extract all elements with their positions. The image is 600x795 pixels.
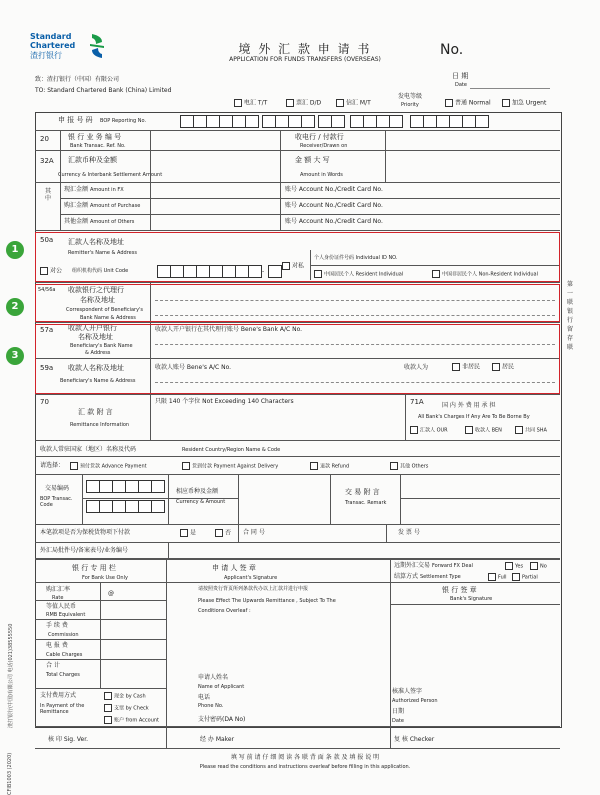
country-label-cn: 收款人常驻国家（地区）名称及代码: [40, 446, 137, 453]
copy-label: 第一联 银行留存联: [567, 281, 574, 351]
other-account-label: 账号 Account No./Credit Card No.: [285, 218, 383, 225]
correspondent-label-en2: Bank Name & Address: [80, 315, 136, 321]
settle-partial-checkbox[interactable]: [512, 573, 520, 581]
row20-code: 20: [40, 135, 49, 143]
receiver-label-en: Receiver/Drawn on: [300, 143, 348, 149]
country-label-en: Resident Country/Region Name & Code: [182, 447, 281, 453]
maker-label: 经 办 Maker: [200, 736, 235, 743]
currency-amount-label-cn: 相应币种及金额: [176, 488, 219, 495]
refund-option[interactable]: 退款 Refund: [310, 462, 349, 470]
bop-label-cn: 申 报 号 码: [58, 116, 93, 124]
resident-option[interactable]: 居民: [492, 363, 514, 371]
individual-option[interactable]: 对私: [282, 262, 304, 270]
row32-code: 32A: [40, 157, 54, 165]
highlight-correspondent: [35, 284, 560, 322]
bonded-no[interactable]: 否: [215, 529, 231, 537]
settle-partial[interactable]: Partial: [512, 573, 538, 581]
bank-use-label-cn: 银 行 专 用 栏: [72, 564, 116, 572]
auth-date-label-en: Date: [392, 718, 404, 724]
side-form-code: CFIB1003 (2020): [7, 752, 13, 795]
bene-bank-label-cn2: 名称及地址: [78, 333, 113, 341]
amount-words-en: Amount in Words: [300, 172, 343, 178]
remit-limit-label: 只限 140 个字位 Not Exceeding 140 Characters: [155, 398, 294, 405]
rate-label-cn: 购汇汇率: [46, 586, 71, 593]
charge-sha[interactable]: 共同 SHA: [515, 426, 547, 434]
checker-label: 复 核 Checker: [394, 736, 435, 743]
settle-full[interactable]: Full: [488, 573, 507, 581]
correspondent-label-en: Correspondent of Beneficiary's: [66, 307, 144, 313]
charge-our-checkbox[interactable]: [410, 426, 418, 434]
corporate-option[interactable]: 对公: [40, 267, 62, 275]
forward-no[interactable]: No: [530, 562, 547, 570]
remit-code: 70: [40, 398, 49, 406]
row32-label-cn: 汇款币种及金额: [68, 156, 117, 164]
transac-code-label-cn: 交易编码: [45, 485, 70, 492]
charge-our[interactable]: 汇款人 OUR: [410, 426, 448, 434]
highlight-remitter: [35, 232, 560, 282]
bank-sig-label-en: Bank's Signature: [450, 596, 493, 602]
contract-label: 合 同 号: [243, 529, 265, 536]
row20-label-cn: 银 行 业 务 编 号: [68, 133, 122, 141]
section3-code57: 57a: [40, 326, 54, 334]
section3-code59: 59a: [40, 364, 54, 372]
rmb-label-en: RMB Equivalent: [46, 612, 86, 618]
correspondent-label-cn: 收款银行之代理行: [68, 286, 124, 294]
step-badge-3: 3: [6, 347, 24, 365]
auth-person-label-en: Authorized Person: [392, 698, 438, 704]
section2-code: 54/56a: [38, 287, 56, 293]
brand-name-1: Standard: [30, 32, 72, 41]
forward-yes-checkbox[interactable]: [505, 562, 513, 570]
charge-ben-checkbox[interactable]: [465, 426, 473, 434]
section1-code: 50a: [40, 236, 54, 244]
total-label-cn: 合 计: [46, 662, 60, 669]
charges-label-en: All Bank's Charges If Any Are To Be Borne By: [418, 414, 530, 420]
correspondent-label-cn2: 名称及地址: [80, 296, 115, 304]
breakdown-side-label: 其中: [45, 188, 52, 202]
form-number-label: No.: [440, 42, 464, 58]
forward-no-checkbox[interactable]: [530, 562, 538, 570]
step-badge-2: 2: [6, 298, 24, 316]
fx-account-label: 账号 Account No./Credit Card No.: [285, 186, 383, 193]
applicant-name-label-en: Name of Applicant: [198, 684, 245, 690]
sig-verify-label: 核 印 Sig. Ver.: [48, 736, 89, 743]
priority-label-cn: 发电等级: [398, 93, 423, 100]
pay-check[interactable]: 支票 by Check: [104, 704, 149, 712]
individual-id-label: 个人身份证件号码 Individual ID NO.: [314, 255, 398, 261]
phone-label-cn: 电话: [198, 694, 211, 701]
method-tt-checkbox[interactable]: [234, 99, 242, 107]
applicant-sig-label-cn: 申 请 人 签 章: [212, 564, 256, 572]
auth-person-label-cn: 核准人签字: [392, 688, 423, 695]
method-dd-checkbox[interactable]: [286, 99, 294, 107]
commission-label-cn: 手 续 费: [46, 622, 68, 629]
other-amount-label: 其他金额 Amount of Others: [64, 218, 135, 225]
date-label-cn: 日 期: [452, 72, 469, 80]
remit-label-en: Remittance Information: [70, 422, 130, 428]
bene-bank-label-cn: 收款人开户银行: [68, 324, 117, 332]
priority-normal[interactable]: 普通 Normal: [445, 99, 491, 107]
amount-words-cn: 金 额 大 写: [295, 156, 330, 164]
pay-method-label-cn: 支付费用方式: [40, 692, 77, 699]
bop-label-en: BOP Reporting No.: [100, 118, 147, 124]
beneficiary-type-label: 收款人为: [404, 364, 429, 371]
form-title-en: APPLICATION FOR FUNDS TRANSFERS (OVERSEAS): [229, 56, 381, 63]
total-label-en: Total Charges: [46, 672, 80, 678]
select-label: 请选择：: [40, 462, 65, 469]
form-title: 境 外 汇 款 申 请 书: [238, 42, 372, 56]
priority-urgent-checkbox[interactable]: [502, 99, 510, 107]
method-dd[interactable]: 票汇 D/D: [286, 99, 321, 107]
commission-label-en: Commission: [48, 632, 79, 638]
remitter-label-en: Remitter's Name & Address: [68, 250, 137, 256]
applicant-name-label-cn: 申请人姓名: [198, 674, 229, 681]
currency-amount-label-en: Currency & Amount: [176, 499, 226, 505]
forward-yes[interactable]: Yes: [505, 562, 523, 570]
against-option[interactable]: 货到付款 Payment Against Delivery: [182, 462, 278, 470]
non-resident-option[interactable]: 非居民: [452, 363, 480, 371]
settle-label: 结算方式 Settlement Type: [394, 573, 461, 580]
method-mt-checkbox[interactable]: [336, 99, 344, 107]
date-label-en: Date: [455, 82, 467, 88]
against-checkbox[interactable]: [182, 462, 190, 470]
transac-code-label-en: BOP Transac. Code: [40, 496, 73, 508]
charge-ben[interactable]: 收款人 BEN: [465, 426, 502, 434]
unit-code-label: 组织机构代码 Unit Code: [72, 268, 129, 274]
bene-bank-account-label: 收款人开户银行在其代理行账号 Bene's Bank A/C No.: [155, 326, 303, 333]
bene-bank-label-en: Beneficiary's Bank Name: [70, 343, 133, 349]
cable-label-cn: 电 报 费: [46, 642, 68, 649]
charges-code: 71A: [410, 398, 424, 406]
pay-cash-checkbox[interactable]: [104, 692, 112, 700]
pay-account[interactable]: 账户 from Account: [104, 716, 159, 724]
beneficiary-label-cn: 收款人名称及地址: [68, 364, 124, 372]
payment-password-label: 支付密码(DA No): [198, 716, 246, 723]
advance-checkbox[interactable]: [70, 462, 78, 470]
brand-name-2: Chartered: [30, 41, 76, 50]
charges-label-cn: 国 内 外 费 用 承 担: [442, 402, 496, 409]
others-checkbox[interactable]: [390, 462, 398, 470]
beneficiary-label-en: Beneficiary's Name & Address: [60, 378, 136, 384]
purchase-account-label: 账号 Account No./Credit Card No.: [285, 202, 383, 209]
method-tt[interactable]: 电汇 T/T: [234, 99, 267, 107]
refund-checkbox[interactable]: [310, 462, 318, 470]
application-form: Standard Chartered 渣打银行 境 外 汇 款 申 请 书 APPLICATION FOR FUNDS TRANSFERS (OVERSEAS) No. 日 期 Date 致：渣打银行（中国）有限公司 TO: Standard Chartered Bank (China) Limited 电汇 T/T 票汇 D/D 信汇 M/T 发电等级 Priority 普通 Normal 加急 Urgent 申 报 号 码 BOP Reporting No. 20 银 行 业 务 编 号 Bank Transac. Ref. No. 收电行 / 付款行 Receiver/Drawn on 32A 汇款币种及金额 Currency & Interbank Settlement Amount 金 额 大 写 Amount in Words 其中 现汇金额 Amount in FX 购汇金额 Amount of Purchase 其他金额 Amount of Others 账号 Account No./Credit Card No. 账号 Account No./Credit Card No. 账号 Account No./Credit Card No. 50a 汇款人名称及地址 Remitter's Name & Address 对公 组织机构代码 Unit Code - 对私 个人身份证件号码 Individual ID NO. 中国居民个人 Resident Individual 中国非居民个人 Non-Resident Individual 54/56a 收款银行之代理行 名称及地址 Correspondent of Beneficiary's Bank Name & Address 57a 收款人开户银行 名称及地址 Beneficiary's Bank Name & Address 收款人开户银行在其代理行账号 Bene's Bank A/C No. 59a 收款人名称及地址 Beneficiary's Name & Address 收款人账号 Bene's A/C No. 收款人为 非居民 居民 第一联 银行留存联 70 汇 款 附 言 Remittance Information 只限 140 个字位 Not Exceeding 140 Characters 71A 国 内 外 费 用 承 担 All Bank's Charges If Any Are To Be Borne By 汇款人 OUR 收款人 BEN 共同 SHA 收款人常驻国家（地区）名称及代码 Resident Country/Region Name & Code 请选择： 预付货款 Advance Payment 货到付款 Payment Against Delivery 退款 Refund 其他 Others 交易编码 BOP Transac. Code 相应币种及金额 Currency & Amount 交 易 附 言 Transac. Remark 本笔款项是否为保税货物项下付款 是 否 合 同 号 发 票 号 外汇局批件号/备案表号/业务编号 银 行 专 用 栏 For Bank Use Only 购汇汇率 Rate @ 等值人民币 RMB Equivalent 手 续 费 Commission 电 报 费 Cable Charges 合 计 Total Charges 支付费用方式 In Payment of the Remittance 现金 by Cash 支票 by Check 账户 from Account 申 请 人 签 章 Applicant's Signature 请按照贵行背页所列条款代办以上汇款并进行申报 Please Effect The Upwards Remittance , Subject To The Conditions Overleaf : 申请人姓名 Name of Applicant 电话 Phone No. 支付密码(DA No) 远期外汇交易 Forward FX Deal Yes No 结算方式 Settlement Type Full Partial 银 行 签 章 Bank's Signature 核准人签字 Authorized Person 日期 Date 核 印 Sig. Ver. 经 办 Maker 复 核 Checker 填 写 前 请 仔 细 阅 读 各 联 背 面 条 款 及 填 报 说 明 Please read the conditions and instructions overleaf before filling in this application. 渣打银行(中国)有限公司 电话(021)38555550 CFIB1003 (2020) 1 2 3: [0, 0, 600, 795]
auth-date-label-cn: 日期: [392, 708, 405, 715]
rate-label-en: Rate: [52, 595, 64, 601]
priority-label-en: Priority: [401, 102, 419, 108]
row20-label-en: Bank Transac. Ref. No.: [70, 143, 126, 149]
transac-remark-label-cn: 交 易 附 言: [345, 488, 380, 496]
purchase-amount-label: 购汇金额 Amount of Purchase: [64, 202, 141, 209]
charge-sha-checkbox[interactable]: [515, 426, 523, 434]
applicant-sig-label-en: Applicant's Signature: [224, 575, 278, 581]
bene-bank-label-en2: & Address: [85, 350, 111, 356]
side-contact-text: 渣打银行(中国)有限公司 电话(021)38555550: [8, 623, 14, 728]
rate-at: @: [108, 590, 114, 597]
priority-normal-checkbox[interactable]: [445, 99, 453, 107]
forward-label: 远期外汇交易 Forward FX Deal: [394, 562, 473, 569]
bonded-yes[interactable]: 是: [180, 529, 196, 537]
resident-individual-option[interactable]: 中国居民个人 Resident Individual: [314, 270, 403, 278]
bank-sig-label-cn: 银 行 签 章: [442, 586, 477, 594]
bonded-question: 本笔款项是否为保税货物项下付款: [40, 529, 131, 536]
beneficiary-account-label: 收款人账号 Bene's A/C No.: [155, 364, 232, 371]
date-line: [470, 88, 550, 89]
applicant-request-en2: Conditions Overleaf :: [198, 608, 251, 614]
receiver-label-cn: 收电行 / 付款行: [295, 133, 344, 141]
pay-method-label-en: In Payment of the Remittance: [40, 703, 85, 715]
brand-name-cn: 渣打银行: [30, 51, 62, 60]
others-option[interactable]: 其他 Others: [390, 462, 428, 470]
remitter-label-cn: 汇款人名称及地址: [68, 238, 124, 246]
brand-mark-icon: [88, 32, 106, 60]
settle-full-checkbox[interactable]: [488, 573, 496, 581]
footer-note-en: Please read the conditions and instructions overleaf before filling in this application.: [199, 764, 411, 770]
applicant-request-en1: Please Effect The Upwards Remittance , Subject To The: [198, 598, 336, 604]
forex-approval-label: 外汇局批件号/备案表号/业务编号: [40, 547, 129, 554]
to-label-en: TO: Standard Chartered Bank (China) Limited: [35, 87, 172, 94]
bonded-no-checkbox[interactable]: [215, 529, 223, 537]
to-label-cn: 致：渣打银行（中国）有限公司: [35, 76, 120, 83]
bonded-yes-checkbox[interactable]: [180, 529, 188, 537]
bank-use-label-en: For Bank Use Only: [82, 575, 128, 581]
remit-label-cn: 汇 款 附 言: [78, 408, 113, 416]
pay-check-checkbox[interactable]: [104, 704, 112, 712]
brand-logo: [30, 30, 110, 66]
rmb-label-cn: 等值人民币: [46, 603, 77, 610]
pay-account-checkbox[interactable]: [104, 716, 112, 724]
fx-amount-label: 现汇金额 Amount in FX: [64, 186, 124, 193]
pay-cash[interactable]: 现金 by Cash: [104, 692, 146, 700]
footer-note-cn: 填 写 前 请 仔 细 阅 读 各 联 背 面 条 款 及 填 报 说 明: [230, 754, 380, 761]
phone-label-en: Phone No.: [198, 703, 224, 709]
method-mt[interactable]: 信汇 M/T: [336, 99, 371, 107]
cable-label-en: Cable Charges: [46, 652, 83, 658]
row32-label-en: Currency & Interbank Settlement Amount: [58, 172, 163, 178]
non-resident-individual-option[interactable]: 中国非居民个人 Non-Resident Individual: [432, 270, 538, 278]
transac-remark-label-en: Transac. Remark: [345, 500, 387, 506]
highlight-beneficiary: [35, 324, 560, 394]
applicant-request-cn: 请按照贵行背页所列条款代办以上汇款并进行申报: [198, 586, 309, 592]
step-badge-1: 1: [6, 241, 24, 259]
invoice-label: 发 票 号: [398, 529, 420, 536]
priority-urgent[interactable]: 加急 Urgent: [502, 99, 546, 107]
advance-option[interactable]: 预付货款 Advance Payment: [70, 462, 147, 470]
